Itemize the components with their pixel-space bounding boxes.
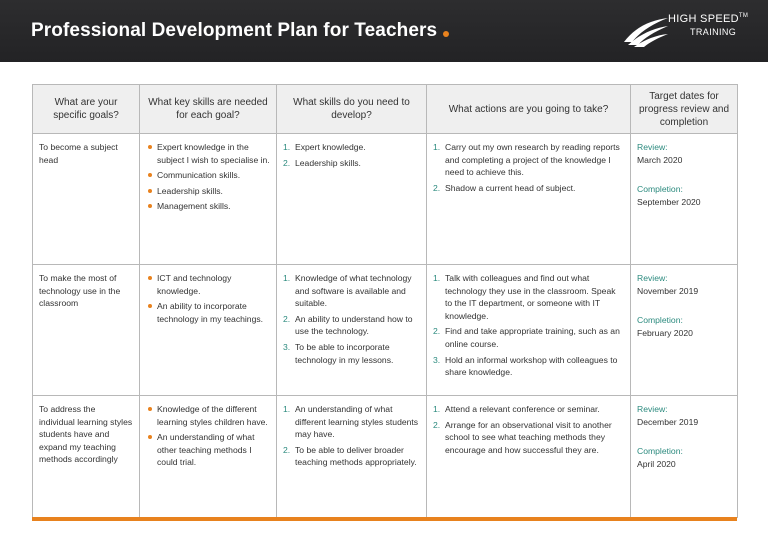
completion-date: April 2020: [637, 458, 676, 469]
develop-cell: [277, 134, 427, 265]
bottom-accent-bar: [32, 517, 737, 521]
development-plan-table: [32, 84, 738, 518]
list-item: Communication skills.: [146, 169, 270, 182]
header-skills-to-develop: What skills do you need to develop?: [277, 85, 427, 134]
high-speed-training-logo: [622, 12, 749, 48]
list-item: 1. Expert knowledge.: [283, 142, 366, 152]
page-header: [0, 0, 768, 62]
target-dates-cell: [631, 396, 738, 518]
list-item: 1. Attend a relevant conference or seminar.: [433, 404, 600, 414]
table-row: [33, 265, 738, 396]
key-skills-cell: [140, 396, 277, 518]
list-item: 2. To be able to deliver broader teaching methods appropriately.: [283, 444, 417, 468]
list-item: 2. Find and take appropriate training, such as an online course.: [433, 326, 620, 349]
list-item: 3. To be able to incorporate technology in my lessons.: [283, 341, 394, 365]
header-goals: What are your specific goals?: [33, 85, 140, 134]
table-row: [33, 396, 738, 518]
table-row: [33, 134, 738, 265]
logo-text-high-speed: HIGH SPEED™: [668, 13, 749, 25]
list-item: 1. Carry out my own research by reading reports and completing a project of the knowledge I need to achieve this.: [433, 142, 620, 178]
completion-label: Completion:: [637, 315, 683, 326]
list-item: 1. Knowledge of what technology and software is available and suitable.: [283, 273, 412, 309]
key-skills-cell: [140, 134, 277, 265]
list-item: 2. An ability to understand how to use the technology.: [283, 313, 413, 337]
header-actions: What actions are you going to take?: [427, 85, 631, 134]
header-target-dates: Target dates for progress review and completion: [631, 85, 738, 134]
list-item: 2. Arrange for an observational visit to another school to see what teaching methods they encourage and how successful they are.: [433, 419, 612, 455]
swoosh-logo-icon: [622, 12, 670, 48]
review-date: March 2020: [637, 154, 683, 165]
target-dates-cell: [631, 134, 738, 265]
list-item: 1. Talk with colleagues and find out what technology they use in the classroom. Speak to the IT department, or someone with IT knowledge.: [433, 273, 616, 321]
list-item: ICT and technology knowledge.: [146, 272, 270, 297]
list-item: Leadership skills.: [146, 185, 270, 198]
goal-cell: To become a subject head: [33, 134, 140, 265]
logo-text-training: TRAINING: [690, 27, 737, 37]
actions-cell: [427, 134, 631, 265]
goal-cell: To make the most of technology use in the classroom: [33, 265, 140, 396]
develop-cell: [277, 265, 427, 396]
page-title-text: Professional Development Plan for Teachers: [31, 20, 438, 41]
completion-label: Completion:: [637, 184, 683, 195]
list-item: 1. An understanding of what different learning styles students may have.: [283, 404, 419, 440]
list-item: 3. Hold an informal workshop with colleagues to share knowledge.: [433, 354, 618, 378]
develop-cell: [277, 396, 427, 518]
target-dates-cell: [631, 265, 738, 396]
review-date: November 2019: [637, 285, 699, 296]
review-label: Review:: [637, 273, 668, 283]
list-item: 2. Shadow a current head of subject.: [433, 182, 576, 193]
completion-date: February 2020: [637, 327, 693, 338]
list-item: Expert knowledge in the subject I wish to specialise in.: [146, 141, 270, 166]
key-skills-cell: [140, 265, 277, 396]
list-item: Management skills.: [146, 200, 270, 213]
table-header-row: [33, 85, 738, 134]
review-label: Review:: [637, 142, 668, 152]
list-item: 2. Leadership skills.: [283, 157, 361, 168]
page-title: [31, 20, 449, 42]
completion-label: Completion:: [637, 446, 683, 457]
title-accent-dot: [443, 31, 449, 37]
list-item: An ability to incorporate technology in my teachings.: [146, 300, 270, 325]
header-key-skills: What key skills are needed for each goal?: [140, 85, 277, 134]
review-date: December 2019: [637, 416, 699, 427]
actions-cell: [427, 396, 631, 518]
list-item: Knowledge of the different learning styles children have.: [146, 403, 270, 428]
review-label: Review:: [637, 404, 668, 414]
goal-cell: To address the individual learning styles students have and expand my teaching methods accordingly: [33, 396, 140, 518]
actions-cell: [427, 265, 631, 396]
completion-date: September 2020: [637, 196, 701, 207]
list-item: An understanding of what other teaching methods I could trial.: [146, 431, 270, 469]
